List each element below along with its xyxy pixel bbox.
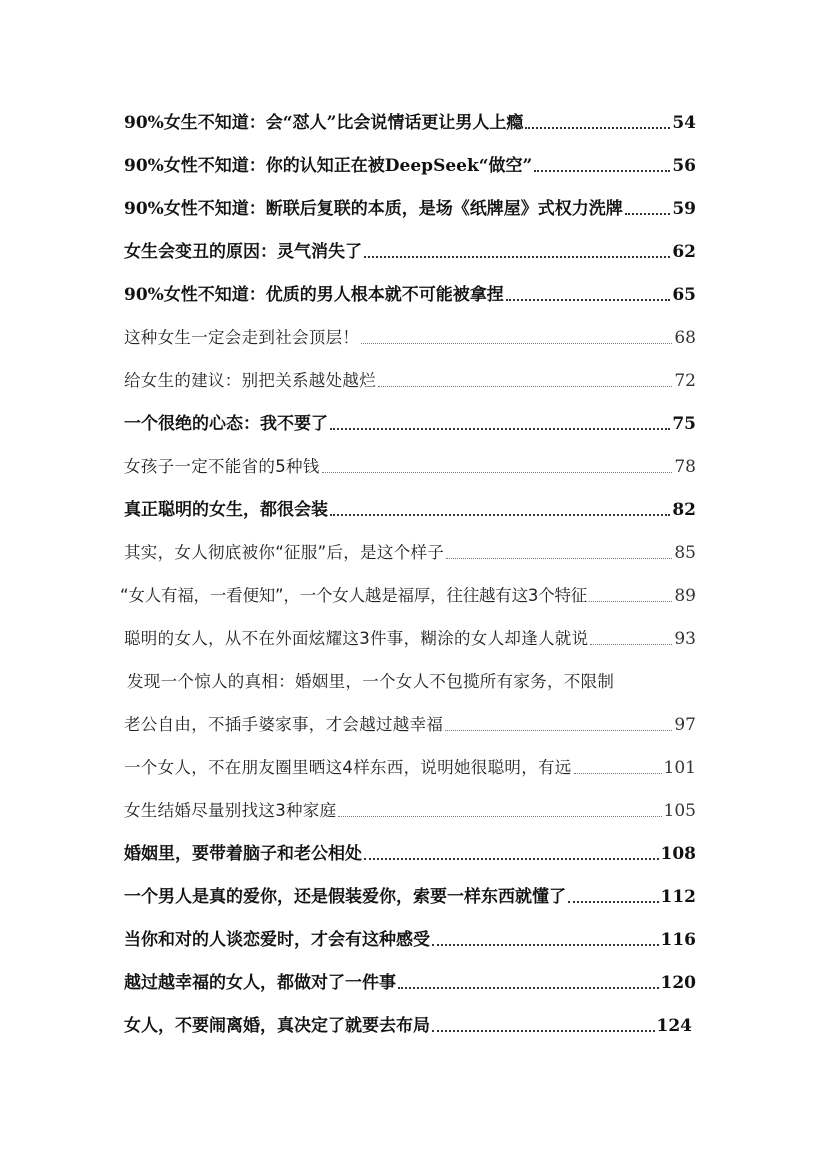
dot-leader	[625, 213, 671, 215]
toc-entry-title: 一个很绝的心态：我不要了	[124, 414, 328, 434]
dot-leader	[445, 730, 672, 731]
toc-entry-page: 75	[672, 414, 696, 434]
dot-leader	[338, 816, 661, 817]
toc-entry-page: 108	[660, 844, 696, 864]
toc-entry-page: 56	[672, 156, 696, 176]
toc-entry-title: 90%女性不知道：断联后复联的本质，是场《纸牌屋》式权力洗牌	[124, 199, 623, 219]
toc-entry-page: 85	[674, 543, 696, 563]
toc-entry[interactable]	[124, 104, 696, 134]
toc-entry-page: 112	[660, 887, 696, 907]
toc-entry[interactable]	[124, 448, 696, 478]
toc-entry[interactable]	[124, 878, 696, 908]
toc-entry-title: 90%女生不知道：会“怼人”比会说情话更让男人上瘾	[124, 113, 524, 133]
toc-entry-title-line-2: 老公自由，不插手婆家事，才会越过越幸福	[124, 715, 444, 734]
toc-entry-page: 65	[672, 285, 696, 305]
toc-entry[interactable]	[124, 405, 696, 435]
dot-leader	[432, 1030, 655, 1032]
toc-entry[interactable]	[124, 620, 696, 650]
dot-leader	[364, 256, 670, 258]
dot-leader	[590, 644, 672, 645]
toc-entry[interactable]	[124, 835, 696, 865]
dot-leader	[534, 170, 670, 172]
toc-entry-title: 给女生的建议：别把关系越处越烂	[124, 371, 376, 390]
dot-leader	[322, 472, 673, 473]
toc-entry[interactable]	[124, 319, 696, 349]
dot-leader	[398, 987, 659, 989]
toc-entry-title: 女生会变丑的原因：灵气消失了	[124, 242, 362, 262]
toc-entry-page: 97	[674, 715, 696, 735]
toc-entry-page: 120	[660, 973, 696, 993]
toc-entry-title: 女人，不要闹离婚，真决定了就要去布局	[124, 1016, 430, 1036]
toc-entry[interactable]	[124, 190, 696, 220]
toc-entry[interactable]	[124, 276, 696, 306]
toc-entry-title: 越过越幸福的女人，都做对了一件事	[124, 973, 396, 993]
toc-entry-title: 一个女人，不在朋友圈里晒这4样东西，说明她很聪明，有远	[124, 758, 572, 777]
toc-entry[interactable]	[124, 534, 696, 564]
dot-leader	[378, 386, 672, 387]
dot-leader	[361, 343, 672, 344]
dot-leader	[525, 127, 670, 129]
toc-entry-title: 90%女性不知道：优质的男人根本就不可能被拿捏	[124, 285, 504, 305]
toc-entry[interactable]	[124, 921, 696, 951]
toc-entry-page: 62	[672, 242, 696, 262]
toc-entry-title: 一个男人是真的爱你，还是假装爱你，索要一样东西就懂了	[124, 887, 566, 907]
dot-leader	[330, 428, 670, 430]
toc-entry[interactable]	[124, 362, 696, 392]
dot-leader	[330, 514, 670, 516]
toc-entry-page: 105	[663, 801, 696, 821]
toc-entry[interactable]	[124, 706, 696, 736]
dot-leader	[446, 558, 672, 559]
toc-entry[interactable]	[124, 147, 696, 177]
toc-entry-page: 78	[674, 457, 696, 477]
toc-entry-page: 93	[674, 629, 696, 649]
toc-entry[interactable]	[124, 491, 696, 521]
dot-leader	[364, 858, 659, 860]
toc-entry-title: 90%女性不知道：你的认知正在被DeepSeek“做空”	[124, 156, 533, 176]
toc-entry-title: 婚姻里，要带着脑子和老公相处	[124, 844, 362, 864]
toc-entry[interactable]	[124, 1007, 692, 1037]
dot-leader	[568, 901, 659, 903]
toc-entry-page: 68	[674, 328, 696, 348]
toc-entry-title: 女孩子一定不能省的5种钱	[124, 457, 320, 476]
toc-entry-title-line-1[interactable]: 发现一个惊人的真相：婚姻里，一个女人不包揽所有家务，不限制	[127, 672, 615, 691]
toc-entry-page: 116	[660, 930, 696, 950]
toc-entry[interactable]	[120, 577, 696, 607]
toc-entry[interactable]	[124, 964, 696, 994]
toc-entry-title: 聪明的女人，从不在外面炫耀这3件事，糊涂的女人却逢人就说	[124, 629, 589, 648]
toc-entry-title: “女人有福，一看便知”，一个女人越是福厚，往往越有这3个特征	[120, 586, 588, 605]
dot-leader	[432, 944, 659, 946]
toc-entry-page: 101	[663, 758, 696, 778]
toc-entry-title: 这种女生一定会走到社会顶层！	[124, 328, 360, 347]
toc-entry-page: 89	[674, 586, 696, 606]
toc-entry-page: 59	[672, 199, 696, 219]
toc-entry-page: 124	[656, 1016, 692, 1036]
toc-entry-title: 真正聪明的女生，都很会装	[124, 500, 328, 520]
dot-leader	[589, 601, 672, 602]
toc-entry[interactable]	[124, 749, 696, 779]
dot-leader	[574, 773, 662, 774]
toc-entry-page: 72	[674, 371, 696, 391]
toc-entry-page: 54	[672, 113, 696, 133]
toc-entry-title: 当你和对的人谈恋爱时，才会有这种感受	[124, 930, 430, 950]
toc-entry-title: 其实，女人彻底被你“征服”后，是这个样子	[124, 543, 445, 562]
toc-entry-page: 82	[672, 500, 696, 520]
dot-leader	[506, 299, 671, 301]
toc-entry[interactable]	[124, 792, 696, 822]
toc-entry-title: 女生结婚尽量别找这3种家庭	[124, 801, 337, 820]
toc-entry[interactable]	[124, 233, 696, 263]
